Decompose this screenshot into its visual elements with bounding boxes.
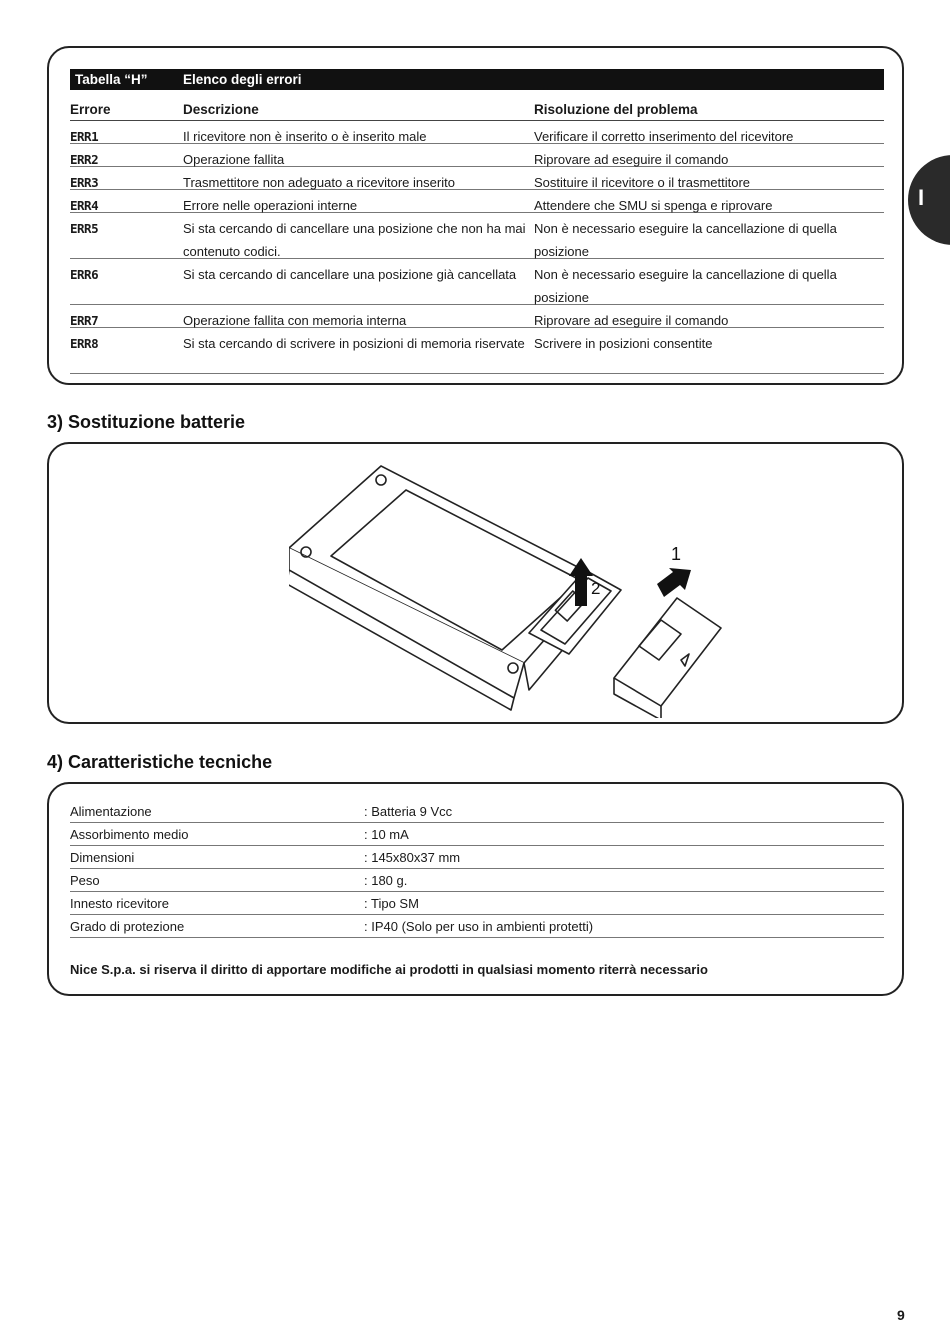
section-title-battery: 3) Sostituzione batterie <box>47 412 246 432</box>
error-table <box>70 100 884 374</box>
table-row <box>70 190 884 213</box>
spec-value: : 145x80x37 mm <box>364 850 461 865</box>
error-code: ERR4 <box>70 198 99 213</box>
spec-label: Innesto ricevitore <box>70 896 169 911</box>
error-solution: Verificare il corretto inserimento del ricevitore <box>534 129 794 144</box>
table-row <box>70 167 884 190</box>
error-code: ERR6 <box>70 267 99 282</box>
spec-value: : 180 g. <box>364 873 408 888</box>
spec-label: Alimentazione <box>70 804 152 819</box>
error-solution: Scrivere in posizioni consentite <box>534 336 713 351</box>
table-row <box>70 328 884 374</box>
error-code: ERR8 <box>70 336 99 351</box>
page-number: 9 <box>897 1307 905 1323</box>
error-solution: Riprovare ad eseguire il comando <box>534 313 729 328</box>
spec-label: Dimensioni <box>70 850 135 865</box>
figure-label-2: 2 <box>591 579 601 598</box>
table-title-bar <box>70 69 884 90</box>
spec-row <box>70 846 884 869</box>
table-title: Elenco degli errori <box>183 72 302 87</box>
language-side-tab <box>908 155 950 245</box>
spec-value: : Tipo SM <box>364 896 419 911</box>
error-description: Si sta cercando di cancellare una posizione che non ha mai contenuto codici. <box>183 221 526 259</box>
error-description: Operazione fallita con memoria interna <box>183 313 407 328</box>
error-code: ERR7 <box>70 313 99 328</box>
error-solution: Riprovare ad eseguire il comando <box>534 152 729 167</box>
error-solution: Non è necessario eseguire la cancellazione di quella posizione <box>534 267 837 305</box>
header-descrizione: Descrizione <box>183 102 259 117</box>
spec-label: Peso <box>70 873 100 888</box>
error-code: ERR2 <box>70 152 99 167</box>
header-risoluzione: Risoluzione del problema <box>534 102 698 117</box>
error-solution: Non è necessario eseguire la cancellazione di quella posizione <box>534 221 837 259</box>
specs-table <box>70 800 884 938</box>
error-description: Trasmettitore non adeguato a ricevitore inserito <box>183 175 455 190</box>
spec-row <box>70 915 884 938</box>
error-table-panel <box>47 46 904 385</box>
error-solution: Attendere che SMU si spenga e riprovare <box>534 198 773 213</box>
table-header-row <box>70 100 884 121</box>
arrow-right-icon <box>657 568 691 597</box>
table-row <box>70 213 884 259</box>
error-code: ERR3 <box>70 175 99 190</box>
table-row <box>70 121 884 144</box>
error-description: Operazione fallita <box>183 152 285 167</box>
error-description: Si sta cercando di scrivere in posizioni di memoria riservate <box>183 336 525 351</box>
error-description: Errore nelle operazioni interne <box>183 198 358 213</box>
spec-value: : 10 mA <box>364 827 409 842</box>
table-row <box>70 305 884 328</box>
error-code: ERR1 <box>70 129 99 144</box>
table-row <box>70 259 884 305</box>
battery-figure-panel <box>47 442 904 724</box>
table-label: Tabella “H” <box>75 72 148 87</box>
spec-label: Grado di protezione <box>70 919 185 934</box>
error-description: Il ricevitore non è inserito o è inserito male <box>183 129 427 144</box>
side-tab-label: I <box>918 185 925 210</box>
spec-row <box>70 869 884 892</box>
header-errore: Errore <box>70 102 111 117</box>
spec-row <box>70 800 884 823</box>
error-code: ERR5 <box>70 221 99 236</box>
disclaimer-note: Nice S.p.a. si riserva il diritto di apportare modifiche ai prodotti in qualsiasi momento riterrà necessario <box>70 962 708 977</box>
section-title-specs: 4) Caratteristiche tecniche <box>47 752 273 772</box>
figure-label-1: 1 <box>671 544 682 564</box>
table-row <box>70 144 884 167</box>
battery-replacement-illustration <box>289 458 729 718</box>
spec-row <box>70 823 884 846</box>
spec-value: : IP40 (Solo per uso in ambienti protetti) <box>364 919 594 934</box>
spec-value: : Batteria 9 Vcc <box>364 804 453 819</box>
specs-panel <box>47 782 904 996</box>
spec-row <box>70 892 884 915</box>
error-solution: Sostituire il ricevitore o il trasmettitore <box>534 175 751 190</box>
spec-label: Assorbimento medio <box>70 827 189 842</box>
error-description: Si sta cercando di cancellare una posizione già cancellata <box>183 267 517 282</box>
